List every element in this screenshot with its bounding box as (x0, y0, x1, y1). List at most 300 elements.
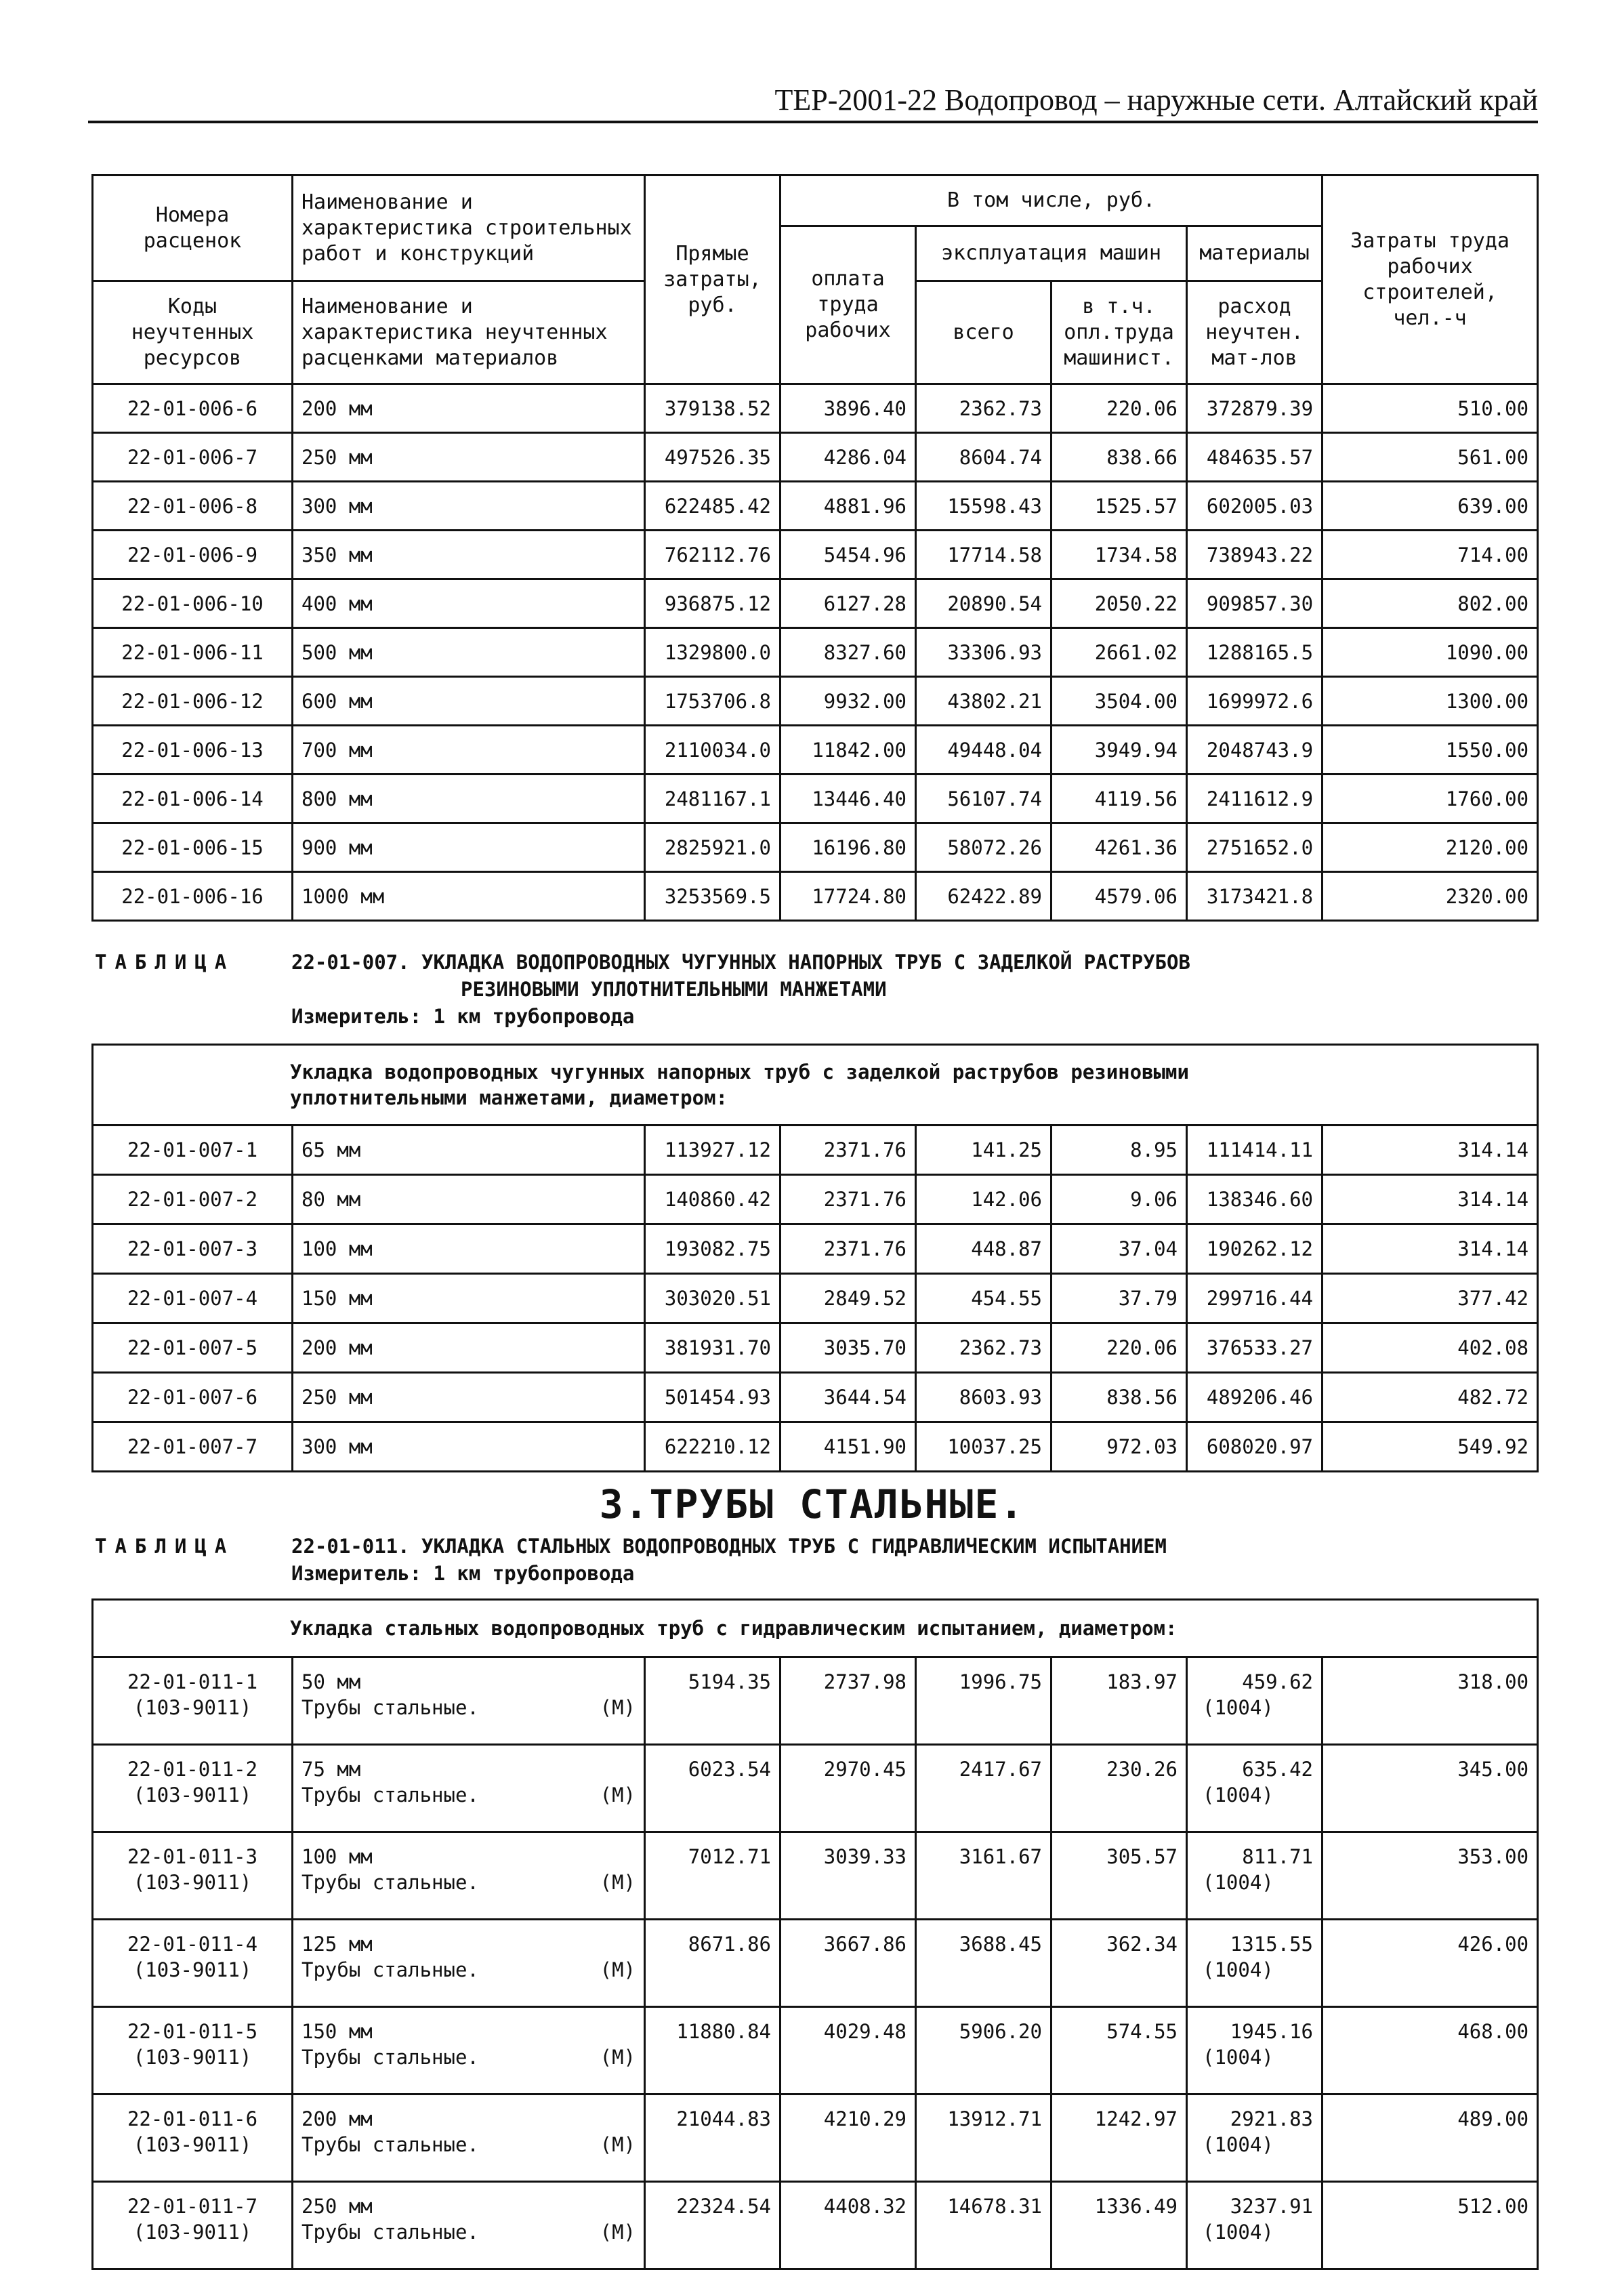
materials-unit: (1004) (1203, 1696, 1274, 1719)
material-name: Трубы стальные. (301, 2046, 479, 2069)
rate-code: 22-01-006-12 (93, 677, 293, 726)
labor-hours: 314.14 (1323, 1175, 1538, 1224)
table-row (93, 1657, 1538, 1745)
material-name: Трубы стальные. (301, 1958, 479, 1981)
labor-hours: 482.72 (1323, 1373, 1538, 1422)
rate-code: 22-01-007-4 (93, 1274, 293, 1323)
labor-pay: 4881.96 (780, 482, 916, 531)
machines-total: 448.87 (916, 1224, 1052, 1274)
material-mark: (М) (600, 1871, 636, 1894)
materials-cost: 190262.12 (1187, 1224, 1323, 1274)
caption-unit: Измеритель: 1 км трубопровода (291, 1005, 635, 1028)
labor-pay: 3644.54 (780, 1373, 916, 1422)
materials-unit: (1004) (1203, 2046, 1274, 2069)
table-row (93, 1126, 1538, 1175)
labor-hours: 314.14 (1323, 1224, 1538, 1274)
labor-pay: 2849.52 (780, 1274, 916, 1323)
col-header-materials: материалы (1187, 226, 1323, 281)
work-name: 1000 мм (293, 872, 645, 921)
rate-code: 22-01-007-6 (93, 1373, 293, 1422)
rate-code: 22-01-006-10 (93, 579, 293, 628)
labor-hours: 2320.00 (1323, 872, 1538, 921)
materials-unit: (1004) (1203, 2133, 1274, 2156)
direct-cost: 5194.35 (645, 1657, 780, 1745)
labor-pay: 11842.00 (780, 726, 916, 775)
labor-pay: 4286.04 (780, 433, 916, 482)
machines-total: 10037.25 (916, 1422, 1052, 1472)
machines-total: 43802.21 (916, 677, 1052, 726)
table-intro: Укладка стальных водопроводных труб с гидравлическим испытанием, диаметром: (93, 1600, 1538, 1657)
labor-hours: 1760.00 (1323, 775, 1538, 823)
materials-unit: (1004) (1203, 1871, 1274, 1894)
materials-cell (1187, 1745, 1323, 1832)
table-intro (93, 1045, 1538, 1126)
work-name-cell (293, 1657, 645, 1745)
machines-total: 13912.71 (916, 2094, 1052, 2182)
material-line (301, 2219, 636, 2245)
work-name-cell (293, 2182, 645, 2269)
material-mark: (М) (600, 1696, 636, 1719)
table-row (93, 1920, 1538, 2007)
caption-line-1: 22-01-011. УКЛАДКА СТАЛЬНЫХ ВОДОПРОВОДНЫХ ТРУБ С ГИДРАВЛИЧЕСКИМ ИСПЫТАНИЕМ (291, 1535, 1167, 1558)
work-name: 700 мм (293, 726, 645, 775)
table-row (93, 872, 1538, 921)
rate-code: 22-01-011-1 (127, 1670, 258, 1693)
materials-cell (1187, 2182, 1323, 2269)
materials-cost: 602005.03 (1187, 482, 1323, 531)
machines-total: 454.55 (916, 1274, 1052, 1323)
work-name: 800 мм (293, 775, 645, 823)
machines-operators: 2661.02 (1052, 628, 1187, 677)
machines-operators: 838.66 (1052, 433, 1187, 482)
material-name: Трубы стальные. (301, 1696, 479, 1719)
direct-cost: 2825921.0 (645, 823, 780, 872)
work-name: 250 мм (293, 433, 645, 482)
labor-pay: 4210.29 (780, 2094, 916, 2182)
work-name-cell (293, 2094, 645, 2182)
rate-code: 22-01-007-1 (93, 1126, 293, 1175)
machines-total: 58072.26 (916, 823, 1052, 872)
work-name: 150 мм (301, 2020, 373, 2043)
machines-total: 2417.67 (916, 1745, 1052, 1832)
direct-cost: 7012.71 (645, 1832, 780, 1920)
machines-operators: 362.34 (1052, 1920, 1187, 2007)
materials-cost: 2048743.9 (1187, 726, 1323, 775)
caption-lead: ТАБЛИЦА (95, 1535, 235, 1558)
materials-cost: 608020.97 (1187, 1422, 1323, 1472)
labor-hours: 639.00 (1323, 482, 1538, 531)
labor-hours: 714.00 (1323, 531, 1538, 579)
rate-code: 22-01-011-3 (127, 1845, 258, 1868)
labor-pay: 2970.45 (780, 1745, 916, 1832)
table-row (93, 2007, 1538, 2094)
table-row (93, 433, 1538, 482)
machines-operators: 220.06 (1052, 384, 1187, 433)
rate-code: 22-01-011-5 (127, 2020, 258, 2043)
resource-code: (103-9011) (133, 2133, 252, 2156)
labor-pay: 8327.60 (780, 628, 916, 677)
machines-operators: 8.95 (1052, 1126, 1187, 1175)
material-mark: (М) (600, 1958, 636, 1981)
section-heading: 3.ТРУБЫ СТАЛЬНЫЕ. (599, 1481, 1025, 1527)
direct-cost: 6023.54 (645, 1745, 780, 1832)
labor-pay: 3035.70 (780, 1323, 916, 1373)
table-row (93, 1745, 1538, 1832)
direct-cost: 140860.42 (645, 1175, 780, 1224)
machines-total: 8604.74 (916, 433, 1052, 482)
machines-total: 142.06 (916, 1175, 1052, 1224)
price-table-22-01-007 (91, 1044, 1539, 1472)
direct-cost: 3253569.5 (645, 872, 780, 921)
machines-operators: 4579.06 (1052, 872, 1187, 921)
table-row (93, 1224, 1538, 1274)
direct-cost: 379138.52 (645, 384, 780, 433)
col-header-mach-operators: в т.ч. опл.труда машинист. (1052, 281, 1187, 384)
materials-usage: 2921.83 (1230, 2107, 1313, 2130)
labor-hours: 512.00 (1323, 2182, 1538, 2269)
direct-cost: 622210.12 (645, 1422, 780, 1472)
material-name: Трубы стальные. (301, 1871, 479, 1894)
machines-total: 56107.74 (916, 775, 1052, 823)
material-line (301, 1695, 636, 1720)
labor-hours: 426.00 (1323, 1920, 1538, 2007)
machines-total: 3688.45 (916, 1920, 1052, 2007)
table-row (93, 482, 1538, 531)
rate-code: 22-01-007-3 (93, 1224, 293, 1274)
materials-unit: (1004) (1203, 1783, 1274, 1807)
labor-pay: 4151.90 (780, 1422, 916, 1472)
direct-cost: 2110034.0 (645, 726, 780, 775)
materials-cost: 376533.27 (1187, 1323, 1323, 1373)
labor-hours: 561.00 (1323, 433, 1538, 482)
material-mark: (М) (600, 1783, 636, 1807)
work-name: 250 мм (293, 1373, 645, 1422)
labor-hours: 1300.00 (1323, 677, 1538, 726)
materials-cost: 909857.30 (1187, 579, 1323, 628)
direct-cost: 22324.54 (645, 2182, 780, 2269)
rate-code: 22-01-011-4 (127, 1933, 258, 1956)
materials-usage: 3237.91 (1230, 2195, 1313, 2218)
materials-cost: 738943.22 (1187, 531, 1323, 579)
rate-code: 22-01-006-11 (93, 628, 293, 677)
rate-code: 22-01-007-5 (93, 1323, 293, 1373)
rate-code: 22-01-006-8 (93, 482, 293, 531)
labor-hours: 402.08 (1323, 1323, 1538, 1373)
materials-unit: (1004) (1203, 1958, 1274, 1981)
col-header-direct: Прямые затраты, руб. (645, 176, 780, 384)
material-name: Трубы стальные. (301, 2221, 479, 2244)
machines-operators: 2050.22 (1052, 579, 1187, 628)
col-header-name-top: Наименование и характеристика строительных работ и конструкций (293, 176, 645, 281)
col-header-included: В том числе, руб. (780, 176, 1323, 226)
materials-cost: 299716.44 (1187, 1274, 1323, 1323)
machines-operators: 3504.00 (1052, 677, 1187, 726)
material-line (301, 2132, 636, 2158)
table-row (93, 531, 1538, 579)
direct-cost: 2481167.1 (645, 775, 780, 823)
material-line (301, 1957, 636, 1983)
table-row (93, 726, 1538, 775)
direct-cost: 622485.42 (645, 482, 780, 531)
col-header-labor-pay: оплата труда рабочих (780, 226, 916, 384)
materials-cell (1187, 1657, 1323, 1745)
rate-code: 22-01-006-15 (93, 823, 293, 872)
table-row (93, 1373, 1538, 1422)
material-name: Трубы стальные. (301, 2133, 479, 2156)
material-mark: (М) (600, 2133, 636, 2156)
page-header (88, 83, 1538, 122)
col-header-mach-total: всего (916, 281, 1052, 384)
work-name: 200 мм (293, 1323, 645, 1373)
work-name: 75 мм (301, 1758, 361, 1781)
machines-operators: 183.97 (1052, 1657, 1187, 1745)
labor-pay: 2371.76 (780, 1175, 916, 1224)
material-line (301, 2044, 636, 2070)
work-name: 100 мм (301, 1845, 373, 1868)
resource-code: (103-9011) (133, 1783, 252, 1807)
labor-pay: 6127.28 (780, 579, 916, 628)
direct-cost: 21044.83 (645, 2094, 780, 2182)
materials-cost: 484635.57 (1187, 433, 1323, 482)
machines-operators: 838.56 (1052, 1373, 1187, 1422)
col-header-codes-bottom: Коды неучтенных ресурсов (93, 281, 293, 384)
work-name: 100 мм (293, 1224, 645, 1274)
rate-code: 22-01-011-2 (127, 1758, 258, 1781)
rate-code: 22-01-006-13 (93, 726, 293, 775)
labor-hours: 1090.00 (1323, 628, 1538, 677)
materials-cell (1187, 2007, 1323, 2094)
labor-pay: 4029.48 (780, 2007, 916, 2094)
machines-total: 2362.73 (916, 384, 1052, 433)
work-name: 300 мм (293, 1422, 645, 1472)
machines-operators: 4261.36 (1052, 823, 1187, 872)
machines-total: 8603.93 (916, 1373, 1052, 1422)
labor-hours: 549.92 (1323, 1422, 1538, 1472)
table-intro-line-1: Укладка водопроводных чугунных напорных труб с заделкой раструбов резиновыми (290, 1060, 1189, 1084)
header-rule (88, 121, 1538, 123)
rate-code: 22-01-006-7 (93, 433, 293, 482)
machines-total: 14678.31 (916, 2182, 1052, 2269)
labor-pay: 5454.96 (780, 531, 916, 579)
work-name: 400 мм (293, 579, 645, 628)
table-row (93, 579, 1538, 628)
materials-cost: 372879.39 (1187, 384, 1323, 433)
labor-hours: 510.00 (1323, 384, 1538, 433)
caption-lead: ТАБЛИЦА (95, 951, 235, 974)
materials-cost: 1699972.6 (1187, 677, 1323, 726)
labor-pay: 3896.40 (780, 384, 916, 433)
labor-pay: 2371.76 (780, 1126, 916, 1175)
machines-total: 15598.43 (916, 482, 1052, 531)
labor-hours: 353.00 (1323, 1832, 1538, 1920)
work-name: 50 мм (301, 1670, 361, 1693)
direct-cost: 303020.51 (645, 1274, 780, 1323)
direct-cost: 381931.70 (645, 1323, 780, 1373)
labor-hours: 345.00 (1323, 1745, 1538, 1832)
work-name-cell (293, 1832, 645, 1920)
direct-cost: 1329800.0 (645, 628, 780, 677)
machines-operators: 1734.58 (1052, 531, 1187, 579)
work-name: 125 мм (301, 1933, 373, 1956)
machines-operators: 574.55 (1052, 2007, 1187, 2094)
labor-hours: 489.00 (1323, 2094, 1538, 2182)
rate-code-cell (93, 1832, 293, 1920)
table-row (93, 2094, 1538, 2182)
table-row (93, 384, 1538, 433)
direct-cost: 113927.12 (645, 1126, 780, 1175)
materials-cell (1187, 2094, 1323, 2182)
rate-code: 22-01-007-7 (93, 1422, 293, 1472)
machines-total: 20890.54 (916, 579, 1052, 628)
labor-hours: 1550.00 (1323, 726, 1538, 775)
machines-total: 49448.04 (916, 726, 1052, 775)
work-name-cell (293, 1745, 645, 1832)
work-name: 250 мм (301, 2195, 373, 2218)
direct-cost: 501454.93 (645, 1373, 780, 1422)
rate-code: 22-01-006-9 (93, 531, 293, 579)
direct-cost: 8671.86 (645, 1920, 780, 2007)
materials-cell (1187, 1832, 1323, 1920)
material-line (301, 1782, 636, 1808)
materials-cost: 2751652.0 (1187, 823, 1323, 872)
resource-code: (103-9011) (133, 1871, 252, 1894)
direct-cost: 1753706.8 (645, 677, 780, 726)
work-name: 150 мм (293, 1274, 645, 1323)
table-caption-22-01-011 (95, 1533, 1585, 1587)
rate-code-cell (93, 1745, 293, 1832)
machines-operators: 4119.56 (1052, 775, 1187, 823)
work-name-cell (293, 1920, 645, 2007)
table-row (93, 677, 1538, 726)
materials-cell (1187, 1920, 1323, 2007)
col-header-name-bottom: Наименование и характеристика неучтенных расценками материалов (293, 281, 645, 384)
materials-unit: (1004) (1203, 2221, 1274, 2244)
machines-operators: 305.57 (1052, 1832, 1187, 1920)
machines-operators: 220.06 (1052, 1323, 1187, 1373)
machines-operators: 1336.49 (1052, 2182, 1187, 2269)
direct-cost: 497526.35 (645, 433, 780, 482)
machines-total: 2362.73 (916, 1323, 1052, 1373)
resource-code: (103-9011) (133, 2221, 252, 2244)
work-name: 200 мм (293, 384, 645, 433)
caption-line-2: РЕЗИНОВЫМИ УПЛОТНИТЕЛЬНЫМИ МАНЖЕТАМИ (461, 978, 887, 1001)
resource-code: (103-9011) (133, 2046, 252, 2069)
machines-operators: 1525.57 (1052, 482, 1187, 531)
materials-cost: 489206.46 (1187, 1373, 1323, 1422)
table-intro-line-2: уплотнительными манжетами, диаметром: (290, 1086, 728, 1109)
labor-hours: 468.00 (1323, 2007, 1538, 2094)
machines-total: 141.25 (916, 1126, 1052, 1175)
materials-usage: 811.71 (1242, 1845, 1313, 1868)
work-name: 900 мм (293, 823, 645, 872)
resource-code: (103-9011) (133, 1696, 252, 1719)
rate-code: 22-01-006-16 (93, 872, 293, 921)
machines-operators: 37.79 (1052, 1274, 1187, 1323)
rate-code-cell (93, 2007, 293, 2094)
col-header-mat-usage: расход неучтен. мат-лов (1187, 281, 1323, 384)
caption-unit: Измеритель: 1 км трубопровода (291, 1562, 635, 1585)
machines-total: 62422.89 (916, 872, 1052, 921)
rate-code: 22-01-011-7 (127, 2195, 258, 2218)
material-mark: (М) (600, 2046, 636, 2069)
col-header-labor-cost: Затраты труда рабочих строителей, чел.-ч (1323, 176, 1538, 384)
material-line (301, 1870, 636, 1895)
caption-line-1: 22-01-007. УКЛАДКА ВОДОПРОВОДНЫХ ЧУГУННЫХ НАПОРНЫХ ТРУБ С ЗАДЕЛКОЙ РАСТРУБОВ (291, 951, 1190, 974)
table-row (93, 2182, 1538, 2269)
col-header-machines: эксплуатация машин (916, 226, 1187, 281)
work-name: 65 мм (293, 1126, 645, 1175)
labor-pay: 13446.40 (780, 775, 916, 823)
labor-pay: 2737.98 (780, 1657, 916, 1745)
price-table-22-01-011 (91, 1598, 1539, 2270)
materials-usage: 635.42 (1242, 1758, 1313, 1781)
rate-code: 22-01-011-6 (127, 2107, 258, 2130)
labor-hours: 318.00 (1323, 1657, 1538, 1745)
materials-usage: 1315.55 (1230, 1933, 1313, 1956)
work-name: 200 мм (301, 2107, 373, 2130)
machines-operators: 1242.97 (1052, 2094, 1187, 2182)
machines-total: 1996.75 (916, 1657, 1052, 1745)
direct-cost: 193082.75 (645, 1224, 780, 1274)
direct-cost: 762112.76 (645, 531, 780, 579)
resource-code: (103-9011) (133, 1958, 252, 1981)
table-row (93, 823, 1538, 872)
material-name: Трубы стальные. (301, 1783, 479, 1807)
table-row (93, 1175, 1538, 1224)
direct-cost: 11880.84 (645, 2007, 780, 2094)
machines-operators: 9.06 (1052, 1175, 1187, 1224)
materials-cost: 111414.11 (1187, 1126, 1323, 1175)
table-row (93, 1832, 1538, 1920)
labor-pay: 9932.00 (780, 677, 916, 726)
col-header-codes-top: Номера расценок (93, 176, 293, 281)
table-caption-22-01-007 (95, 949, 1585, 1030)
labor-pay: 17724.80 (780, 872, 916, 921)
table-row (93, 628, 1538, 677)
table-row (93, 1422, 1538, 1472)
machines-operators: 37.04 (1052, 1224, 1187, 1274)
material-mark: (М) (600, 2221, 636, 2244)
table-row (93, 775, 1538, 823)
labor-pay: 16196.80 (780, 823, 916, 872)
work-name: 500 мм (293, 628, 645, 677)
materials-cost: 2411612.9 (1187, 775, 1323, 823)
rate-code-cell (93, 1920, 293, 2007)
labor-hours: 2120.00 (1323, 823, 1538, 872)
table-row (93, 1323, 1538, 1373)
work-name: 80 мм (293, 1175, 645, 1224)
materials-cost: 138346.60 (1187, 1175, 1323, 1224)
machines-operators: 972.03 (1052, 1422, 1187, 1472)
rate-code-cell (93, 2182, 293, 2269)
labor-pay: 3667.86 (780, 1920, 916, 2007)
work-name-cell (293, 2007, 645, 2094)
work-name: 300 мм (293, 482, 645, 531)
rate-code-cell (93, 2094, 293, 2182)
materials-usage: 1945.16 (1230, 2020, 1313, 2043)
page-title: ТЕР-2001-22 Водопровод – наружные сети. Алтайский край (774, 83, 1538, 117)
labor-pay: 3039.33 (780, 1832, 916, 1920)
machines-total: 5906.20 (916, 2007, 1052, 2094)
price-table-22-01-006 (91, 174, 1539, 922)
rate-code: 22-01-006-6 (93, 384, 293, 433)
rate-code: 22-01-007-2 (93, 1175, 293, 1224)
machines-total: 3161.67 (916, 1832, 1052, 1920)
machines-operators: 3949.94 (1052, 726, 1187, 775)
machines-total: 33306.93 (916, 628, 1052, 677)
materials-cost: 3173421.8 (1187, 872, 1323, 921)
machines-total: 17714.58 (916, 531, 1052, 579)
